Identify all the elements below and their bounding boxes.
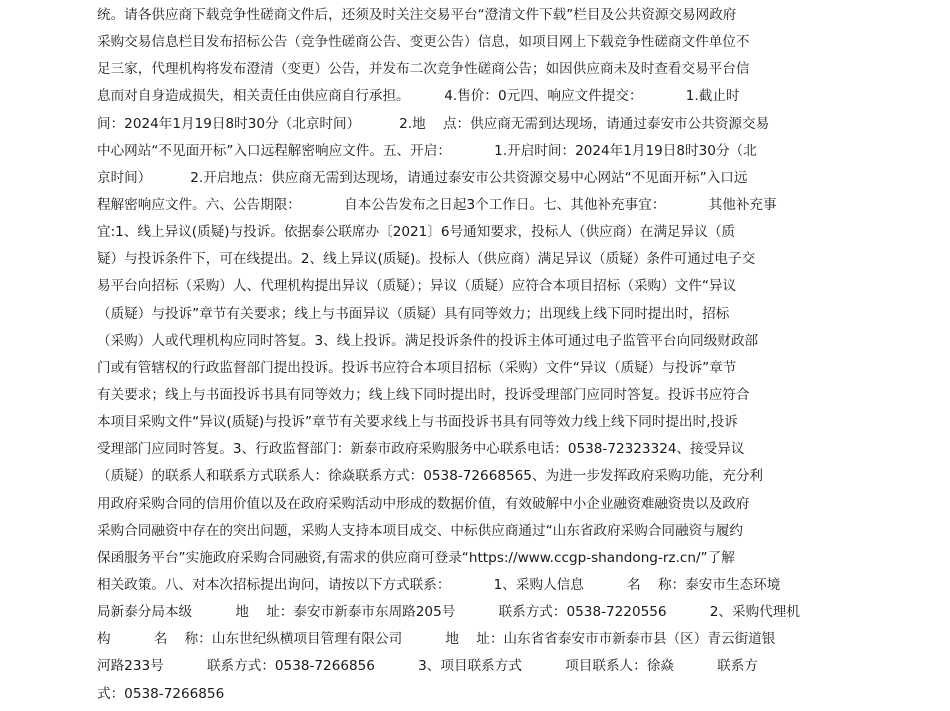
text-line: 中心网站“不见面开标”入口远程解密响应文件。五、开启： 1.开启时间：2024年1月19日8时30分（北: [97, 142, 757, 159]
text-line: 河路233号 联系方式：0538-7266856 3、项目联系方式 项目联系人：徐焱 联系方: [97, 658, 758, 675]
text-line: 疑）与投诉条件下，可在线提出。2、线上异议(质疑)。投标人（供应商）满足异议（质疑）条件可通过电子交: [97, 251, 756, 268]
text-line: 用政府采购合同的信用价值以及在政府采购活动中形成的数据价值，有效破解中小企业融资难融资贵以及政府: [97, 495, 750, 512]
text-line: 构 名 称：山东世纪纵横项目管理有限公司 地 址：山东省省泰安市市新泰市县（区）青云街道银: [97, 631, 776, 648]
text-line: （采购）人或代理机构应同时答复。3、线上投诉。满足投诉条件的投诉主体可通过电子监管平台向同级财政部: [97, 332, 759, 349]
text-line: 程解密响应文件。六、公告期限： 自本公告发布之日起3个工作日。七、其他补充事宜： 其他补充事: [97, 196, 777, 213]
announcement-text: [97, 2, 800, 708]
text-line: 采购交易信息栏目发布招标公告（竞争性磋商公告、变更公告）信息，如项目网上下载竞争性磋商文件单位不: [97, 34, 750, 51]
text-line: 采购合同融资中存在的突出问题，采购人支持本项目成交、中标供应商通过“山东省政府采购合同融资与履约: [97, 522, 743, 539]
text-line: 受理部门应同时答复。3、行政监督部门：新泰市政府采购服务中心联系电话：0538-72323324、接受异议: [97, 441, 745, 458]
text-line: 统。请各供应商下载竞争性磋商文件后，还须及时关注交易平台“澄清文件下载”栏目及公共资源交易网政府: [97, 7, 737, 23]
text-line: 门或有管辖权的行政监督部门提出投诉。投诉书应符合本项目招标（采购）文件“异议（质疑）与投诉”章节: [97, 359, 737, 376]
text-line: （质疑）与投诉”章节有关要求；线上与书面异议（质疑）具有同等效力；出现线上线下同时提出时，招标: [97, 305, 730, 322]
text-line: 京时间） 2.开启地点：供应商无需到达现场，请通过泰安市公共资源交易中心网站“不见面开标”入口远: [97, 169, 748, 186]
text-line: 保函服务平台”实施政府采购合同融资,有需求的供应商可登录“https://www.ccgp-shandong-rz.cn/”了解: [97, 549, 735, 566]
text-line: 间：2024年1月19日8时30分（北京时间） 2.地 点：供应商无需到达现场，请通过泰安市公共资源交易: [97, 115, 770, 132]
text-line: （质疑）的联系人和联系方式联系人：徐焱联系方式：0538-72668565、为进一步发挥政府采购功能，充分利: [97, 468, 764, 485]
text-line: 息而对自身造成损失，相关责任由供应商自行承担。 4.售价：0元四、响应文件提交： 1.截止时: [97, 88, 740, 105]
text-line: 宜:1、线上异议(质疑)与投诉。依据泰公联席办〔2021〕6号通知要求，投标人（供应商）在满足异议（质: [97, 224, 736, 241]
text-line: 本项目采购文件“异议(质疑)与投诉”章节有关要求线上与书面投诉书具有同等效力线上线下同时提出时,投诉: [97, 414, 738, 431]
text-line: 有关要求；线上与书面投诉书具有同等效力；线上线下同时提出时，投诉受理部门应同时答复。投诉书应符合: [97, 386, 750, 403]
text-line: 足三家，代理机构将发布澄清（变更）公告，并发布二次竞争性磋商公告；如因供应商未及时查看交易平台信: [97, 61, 750, 78]
text-line: 易平台向招标（采购）人、代理机构提出异议（质疑）；异议（质疑）应符合本项目招标（采购）文件“异议: [97, 278, 737, 295]
text-line: 局新泰分局本级 地 址：泰安市新泰市东周路205号 联系方式：0538-7220556 2、采购代理机: [97, 604, 800, 621]
text-line: 式：0538-7266856: [97, 685, 225, 702]
text-line: 相关政策。八、对本次招标提出询问，请按以下方式联系： 1、采购人信息 名 称：泰安市生态环境: [97, 576, 781, 593]
